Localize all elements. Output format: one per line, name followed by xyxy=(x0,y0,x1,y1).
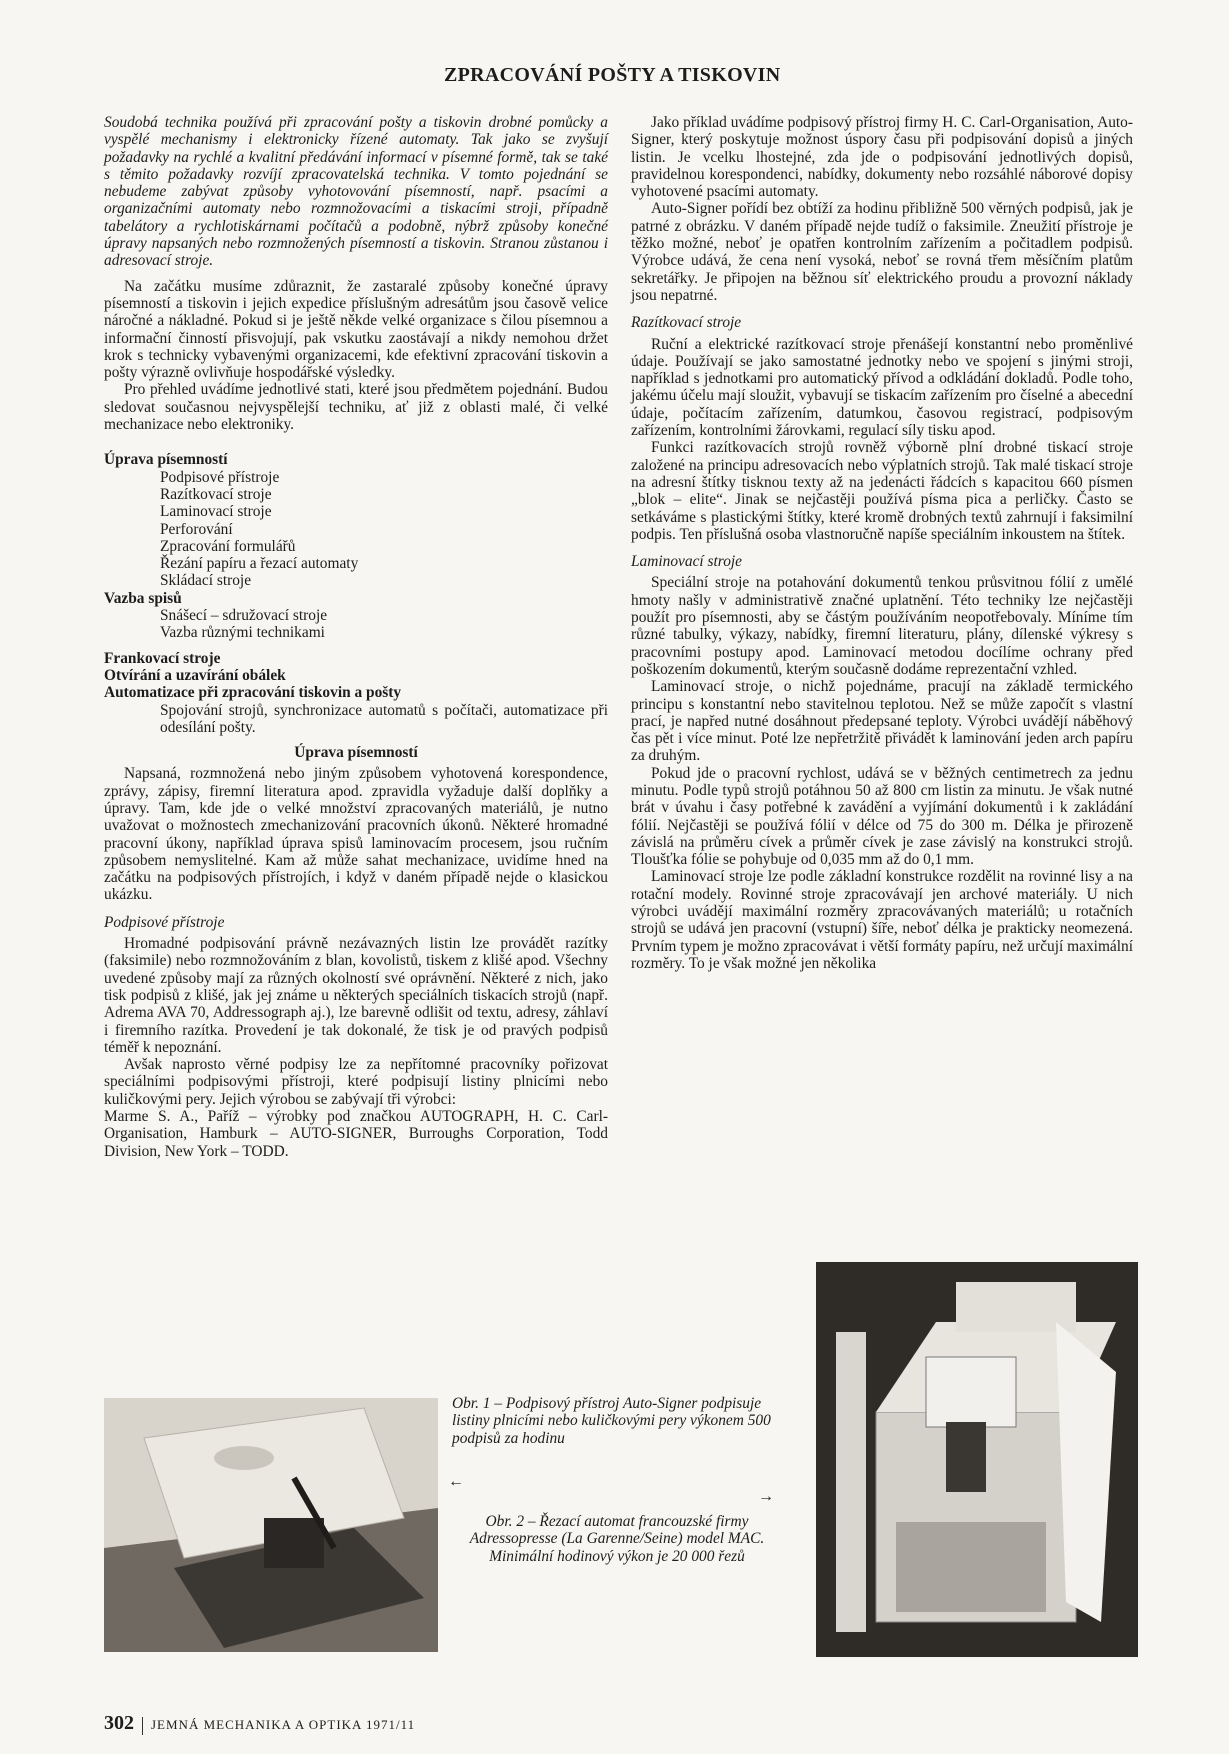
footer-divider xyxy=(142,1717,143,1735)
page-title: ZPRACOVÁNÍ POŠTY A TISKOVIN xyxy=(444,64,781,86)
page-footer xyxy=(104,1712,415,1735)
contents-list xyxy=(104,451,608,736)
paragraph: Auto-Signer pořídí bez obtíží za hodinu přibližně 500 věrných podpisů, jak je patrné z obrázku. V daném případě nejde tudíž o faksimile. Zneužití přístroje je těžko možné, neboť je opatřen kontrolním zařízením a počitadlem podpisů. Výrobce udává, že cena není vysoká, neboť se rovná třem měsíčním platům sekretářky. Je připojen na běžnou síť elektrického proudu a provozní náklady jsou nepatrné. xyxy=(631,200,1133,304)
paragraph: Speciální stroje na potahování dokumentů tenkou průsvitnou fólií z umělé hmoty našly v administrativě značné uplatnění. Této techniky lze nejčastěji použít pro písemnosti, aby se částým používáním neopotřebovaly. Míníme tím různé tabulky, výkazy, nabídky, firemní literaturu, plány, dílenské výkresy s pracovními postupy apod. Laminovací metodou docílíme ochrany před poškozením dokumentů, kterým současně dodáme reprezentační vzhled. xyxy=(631,574,1133,678)
subsection-heading: Laminovací stroje xyxy=(631,553,743,571)
paragraph: Avšak naprosto věrné podpisy lze za nepřítomné pracovníky pořizovat speciálními podpisovými přístroji, které podpisují listiny plnicími nebo kuličkovými pery. Jejich výrobou se zabývají tři výrobci: xyxy=(104,1056,608,1108)
contents-item: Skládací stroje xyxy=(160,572,252,590)
auto-signer-photo xyxy=(104,1398,438,1652)
paragraph: Funkci razítkovacích strojů rovněž výborně plní drobné tiskací stroje založené na principu adresovacích nebo výplatních strojů. Tak malé tiskací stroje na adresní štítky tisknou texty až na jedenácti řádcích s kapacitou 660 písmen „blok – elite“. Jinak se nejčastěji používá písma pica a perličky. Často se setkáváme s plastickými štítky, které kromě drobných textů zahrnují i faksimilní podpis. Ten příslušná osoba vlastnoručně napíše speciálním inkoustem na štítek. xyxy=(631,439,1133,543)
paragraph: Laminovací stroje, o nichž pojednáme, pracují na základě termického principu s konstantní nebo stavitelnou teplotou. Než se může započít s vlastní prací, je napřed nutné dosáhnout předepsané teploty. Výrobci uvádějí náběhový čas pět i více minut. Poté lze nepřetržitě přivádět k laminování jeden arch papíru za druhým. xyxy=(631,678,1133,765)
producers-list: Marme S. A., Paříž – výrobky pod značkou AUTOGRAPH, H. C. Carl-Organisation, Hamburk – AUTO-SIGNER, Burroughs Corporation, Todd Division, New York – TODD. xyxy=(104,1108,608,1160)
paragraph: Na začátku musíme zdůraznit, že zastaralé způsoby konečné úpravy písemností a tiskovin i jejich expedice příslušným adresátům jsou časově velice náročné a nákladné. Pokud si je ještě někde velké organizace s čilou písemnou a informační činností přisvojují, pak vskutku zaostávají a nikdy nemohou držet krok s technicky vybavenými organizacemi, kde efektivní zpracování tiskovin a pošty výrazně ovlivňuje hospodářské výsledky. xyxy=(104,277,608,382)
figure-2-caption: Obr. 2 – Řezací automat francouzské firmy Adressopresse (La Garenne/Seine) model MAC. Minimální hodinový výkon je 20 000 řezů xyxy=(469,1513,765,1565)
contents-item: Snášecí – sdružovací stroje xyxy=(160,607,328,625)
contents-item: Perforování xyxy=(160,520,233,538)
journal-name: JEMNÁ MECHANIKA A OPTIKA 1971/11 xyxy=(151,1717,416,1732)
arrow-left-icon: ← xyxy=(448,1473,464,1490)
cutting-machine-photo xyxy=(816,1262,1138,1657)
contents-heading: Frankovací stroje xyxy=(104,649,221,667)
lead-paragraph: Soudobá technika používá při zpracování pošty a tiskovin drobné pomůcky a vyspělé mechanismy i elektronicky řízené automaty. Tak jako se zvyšují požadavky na rychlé a kvalitní předávání informací v písemné formě, tak se také s těmito požadavky rozvíjí zpracovatelská technika. V tomto pojednání se nebudeme zabývat způsoby vyhotovování písemností, např. psacími a organizačními automaty nebo rozmnožovacími a tiskacími stroji, případně tabelátory a rychlotiskárnami počítačů a podobně, nýbrž způsoby konečné úpravy napsaných nebo rozmnožených písemností a tiskovin. Stranou zůstanou i adresovací stroje. xyxy=(104,114,608,270)
contents-heading: Vazba spisů xyxy=(104,589,182,607)
contents-item: Zpracování formulářů xyxy=(160,537,296,555)
subsection-heading: Razítkovací stroje xyxy=(631,314,742,332)
contents-heading: Automatizace při zpracování tiskovin a pošty xyxy=(104,684,402,702)
contents-item: Vazba různými technikami xyxy=(160,624,325,642)
section-heading: Úprava písemností xyxy=(294,744,418,762)
contents-heading: Otvírání a uzavírání obálek xyxy=(104,666,286,684)
paragraph: Laminovací stroje lze podle základní konstrukce rozdělit na rovinné lisy a na rotační modely. Rovinné stroje zpracovávají jen archové materiály. U nich výrobci uvádějí maximální rozměry zpracovávaných materiálů; u rotačních strojů se udává jen pracovní (vstupní) šíře, neboť délka je prakticky neomezená. Prvním typem je možno zpracovávat i větší formáty papíru, než určují maximální rozměry. To je však možné jen několika xyxy=(631,868,1133,972)
contents-heading: Úprava písemností xyxy=(104,451,228,469)
contents-item: Laminovací stroje xyxy=(160,503,272,521)
contents-item: Podpisové přístroje xyxy=(160,468,280,486)
paragraph: Jako příklad uvádíme podpisový přístroj firmy H. C. Carl-Organisation, Auto-Signer, který poskytuje možnost úspory času při podpisování dopisů a jiných listin. Je vcelku lhostejné, zda jde o podpisování jednotlivých dopisů, pravidelnou korespondenci, nabídky, dokumenty nebo rozsáhlé náborové dopisy vyhotovené psacími automaty. xyxy=(631,114,1133,201)
cutting-machine-illustration xyxy=(816,1262,1138,1657)
right-column xyxy=(631,114,1133,972)
paragraph: Pro přehled uvádíme jednotlivé stati, které jsou předmětem pojednání. Budou sledovat současnou nejvyspělejší techniku, ať již z oblasti malé, či velké mechanizace nebo elektroniky. xyxy=(104,381,608,434)
contents-item: Spojování strojů, synchronizace automatů s počítači, automatizace při odesílání pošty. xyxy=(160,701,608,736)
paragraph: Ruční a elektrické razítkovací stroje přenášejí konstantní nebo proměnlivé údaje. Používají se jako samostatné jednotky nebo ve spojení s jinými stroji, například s jednotkami pro automatický přívod a odkládání dokladů. Podle toho, jakému účelu mají sloužit, vybavují se tiskacím zařízením pro číselné a abecední údaje, počítacím zařízením, datumkou, časovou registrací, podpisovým zařízením, kontrolními žárovkami, regulací síly tisku apod. xyxy=(631,335,1133,440)
contents-item: Řezání papíru a řezací automaty xyxy=(160,555,359,573)
auto-signer-illustration xyxy=(104,1398,438,1652)
arrow-right-icon: → xyxy=(758,1488,774,1505)
paragraph: Hromadné podpisování právně nezávazných listin lze provádět razítky (faksimile) nebo rozmnožováním z blan, kovolistů, tiskem z klišé apod. Všechny uvedené způsoby mají za různých okolností své oprávnění. Některé z nich, jako tisk podpisů z klišé, jak jej známe u některých speciálních tiskacích strojů (např. Adrema AVA 70, Addressograph aj.), lze barevně odlišit od textu, adresy, záhlaví i firemního razítka. Provedení je tak dokonalé, že tisk je od pravých podpisů téměř k nepoznání. xyxy=(104,935,608,1056)
paragraph: Pokud jde o pracovní rychlost, udává se v běžných centimetrech za jednu minutu. Podle typů strojů potáhnou 50 až 800 cm listin za minutu. Je však nutné brát v úvahu i časy potřebné k zavádění a vyjímání dokumentů i k zakládání fólií. Nejčastěji se používá fólií v délce od 75 do 300 m. Délka je přirozeně závislá na průměru cívek a průměr cívek je zase závislý na konstrukci strojů. Tloušťka fólie se pohybuje od 0,035 mm až do 0,1 mm. xyxy=(631,764,1133,869)
subsection-heading: Podpisové přístroje xyxy=(104,913,225,931)
paragraph: Napsaná, rozmnožená nebo jiným způsobem vyhotovená korespondence, zprávy, zápisy, firemní literatura apod. zpravidla vyžaduje další doplňky a úpravy. Tam, kde jde o velké množství zpracovaných materiálů, je nutno uvažovat o možnostech zmechanizování pracovních úkonů. Některé hromadné pracovní úkony, například úprava spisů laminovacím procesem, jsou ručním způsobem nemyslitelné. Kam až může sahat mechanizace, uvidíme hned na začátku na podpisových přístrojích, i když v daném případě nejde o klasickou ukázku. xyxy=(104,765,608,904)
page-number: 302 xyxy=(104,1712,134,1734)
figure-1-caption: Obr. 1 – Podpisový přístroj Auto-Signer podpisuje listiny plnicími nebo kuličkovými pery výkonem 500 podpisů za hodinu xyxy=(452,1395,771,1447)
left-column xyxy=(104,114,608,1160)
contents-item: Razítkovací stroje xyxy=(160,485,272,503)
